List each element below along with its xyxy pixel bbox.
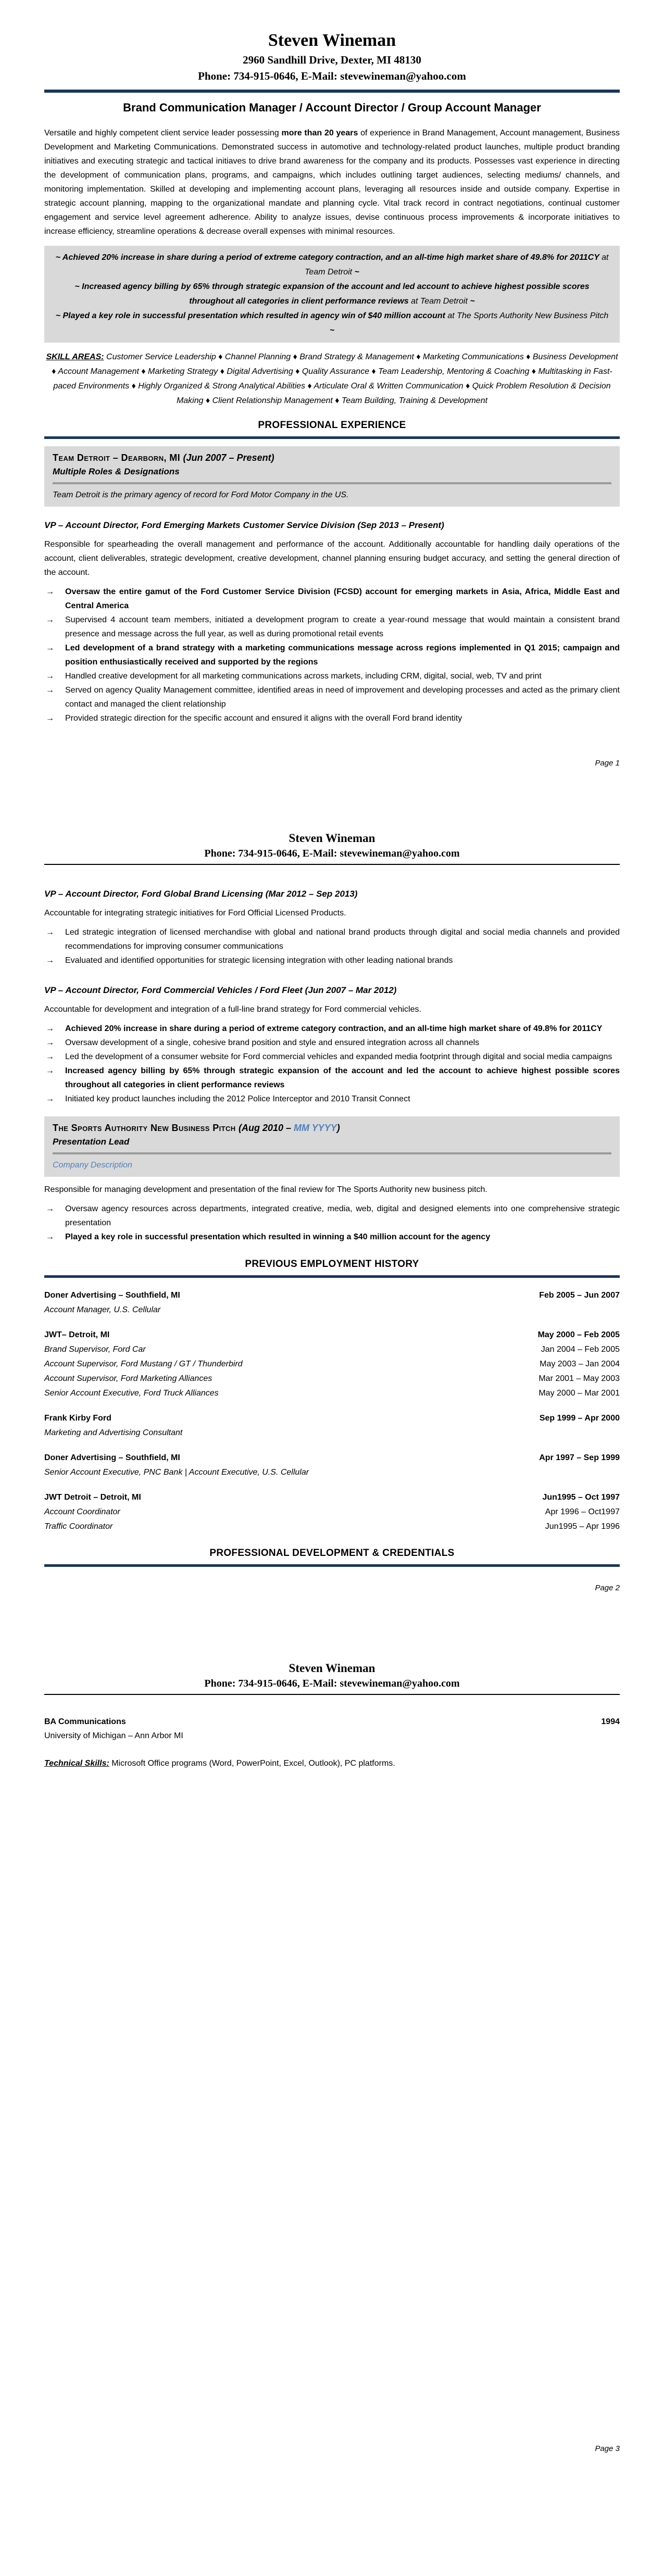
contact-phone-email: Phone: 734-915-0646, E-Mail: stevewineman@yahoo.com: [204, 1678, 460, 1689]
page-number: Page 1: [595, 759, 620, 768]
bullet-item: [44, 613, 620, 641]
education-school: University of Michigan – Ann Arbor MI: [44, 1731, 183, 1740]
employer-divider: [53, 482, 611, 484]
role-bullet-list: [44, 1022, 620, 1106]
bullet-item: [44, 1202, 620, 1230]
employment-company-row: [44, 1490, 620, 1505]
company-dates: May 2000 – Feb 2005: [537, 1330, 620, 1339]
role-name: Account Coordinator: [44, 1507, 120, 1516]
bullet-text: Increased agency billing by 65% through strategic expansion of the account and led the account to achieve highest possible scores throughout all categories in client performance reviews: [65, 1066, 620, 1089]
employer-description: Company Description: [53, 1161, 132, 1170]
team-detroit-box: [44, 446, 620, 507]
employment-company-row: [44, 1288, 620, 1303]
arrow-bullet-icon: →: [46, 1038, 54, 1047]
arrow-bullet-icon: →: [46, 714, 54, 723]
bullet-item: [44, 641, 620, 669]
employer-description: Team Detroit is the primary agency of record for Ford Motor Company in the US.: [53, 491, 349, 499]
contact-name: Steven Wineman: [268, 31, 396, 50]
role-bullet-list: [44, 1202, 620, 1244]
arrow-bullet-icon: →: [46, 1095, 54, 1103]
header-divider: [44, 864, 620, 865]
headline: Brand Communication Manager / Account Director / Group Account Manager: [123, 101, 541, 114]
employment-entry: [44, 1411, 620, 1440]
bullet-text: Played a key role in successful presentation which resulted in winning a $40 million account for the agency: [65, 1233, 491, 1241]
arrow-bullet-icon: →: [46, 615, 54, 624]
employment-role-row: [44, 1519, 620, 1534]
bullet-text: Initiated key product launches including the 2012 Police Interceptor and 2010 Transit Connect: [65, 1095, 410, 1103]
bullet-text: Oversaw the entire gamut of the Ford Customer Service Division (FCSD) account for emerging markets in Asia, Africa, Middle East and Central America: [65, 587, 620, 610]
bullet-text: Provided strategic direction for the specific account and ensured it aligns with the overall Ford brand identity: [65, 714, 462, 723]
bullet-item: [44, 585, 620, 613]
bullet-item: [44, 1064, 620, 1092]
page-1: [0, 0, 664, 769]
role-name: Account Supervisor, Ford Mustang / GT / Thunderbird: [44, 1360, 243, 1368]
bullet-text: Served on agency Quality Management committee, identified areas in need of improvement and developing processes and acted as the primary client contact and managed the client relationship: [65, 686, 620, 709]
bullet-item: [44, 953, 620, 967]
employment-role-row: [44, 1426, 620, 1440]
page-number: Page 3: [595, 2444, 620, 2453]
role-dates: May 2003 – Jan 2004: [540, 1360, 620, 1368]
employer-subtitle: Presentation Lead: [53, 1137, 130, 1147]
arrow-bullet-icon: →: [46, 928, 54, 937]
bullet-text: Led development of a brand strategy with a marketing communications message across regions implemented in Q1 2015; campaign and position enthusiastically received and supported by the regions: [65, 644, 620, 667]
bullet-text: Oversaw agency resources across departments, integrated creative, media, web, digital and designed elements into one comprehensive strategic presentation: [65, 1204, 620, 1227]
page-3: [0, 1661, 664, 2455]
role-bullet-list: [44, 925, 620, 967]
highlight-item: ~ Played a key role in successful presentation which resulted in agency win of $40 million account at The Sports Authority New Business Pitch ~: [55, 311, 609, 335]
skill-areas: SKILL AREAS: Customer Service Leadership ♦ Channel Planning ♦ Brand Strategy & Management ♦ Marketing Communications ♦ Business Development ♦ Account Management ♦ Marketing Strategy ♦ Digital Advertising ♦ Quality Assurance ♦ Team Leadership, Mentoring & Coaching ♦ Multitasking in Fast-paced Environments ♦ Highly Organized & Strong Analytical Abilities ♦ Articulate Oral & Written Communication ♦ Quick Problem Resolution & Decision Making ♦ Client Relationship Management ♦ Team Building, Training & Development: [46, 353, 618, 405]
highlight-item: ~ Achieved 20% increase in share during a period of extreme category contraction, and an all-time high market share of 49.8% for 2011CY at Team Detroit ~: [55, 253, 609, 277]
employment-entry: [44, 1451, 620, 1480]
section-professional-development: PROFESSIONAL DEVELOPMENT & CREDENTIALS: [209, 1548, 455, 1559]
bullet-text: Led strategic integration of licensed merchandise with global and national brand products through digital and social media channels and provided recommendations for improving consumer communications: [65, 928, 620, 951]
education-year: 1994: [601, 1717, 620, 1726]
role-name: Traffic Coordinator: [44, 1522, 113, 1531]
highlight-item: ~ Increased agency billing by 65% through strategic expansion of the account and led account to achieve highest possible scores throughout all categories in client performance reviews at Team Detroit ~: [74, 282, 590, 306]
employment-role-row: [44, 1303, 620, 1317]
summary-paragraph: Versatile and highly competent client service leader possessing more than 20 years of experience in Brand Management, Account management, Business Development and Marketing Communications. Demonstrated success in automotive and technology-related product launches, multiple product branding initiatives and executing strategic and tactical initiaves to drive brand awareness for the company and its products. Possesses vast experience in directing the development of communication plans, programs, and campaigns, which includes outlining target audiences, selecting mediums/ channels, and monitoring implementation. Skilled at developing and implementing account plans, leveraging all resources inside and outside company. Expertise in strategic account planning, mapping to the organizational mandate and planning cycle. Vital track record in contract negotiations, continual customer engagement and service level agreement adherence. Ability to analyze issues, devise continuous process improvements & incorporate initiatives to increase efficiency, streamline operations & decrease overall expenses with minimal resources.: [44, 129, 620, 236]
employment-entry: [44, 1328, 620, 1401]
role-dates: Mar 2001 – May 2003: [538, 1374, 620, 1383]
technical-skills: Technical Skills: Microsoft Office programs (Word, PowerPoint, Excel, Outlook), PC platforms.: [44, 1759, 395, 1768]
bullet-item: [44, 1230, 620, 1244]
page-2: [0, 831, 664, 1594]
company-dates: Apr 1997 – Sep 1999: [539, 1453, 620, 1462]
arrow-bullet-icon: →: [46, 644, 54, 652]
education-degree: BA Communications: [44, 1717, 126, 1726]
employer-divider: [53, 1152, 611, 1154]
employment-company-row: [44, 1328, 620, 1342]
role-name: Brand Supervisor, Ford Car: [44, 1345, 146, 1354]
role-dates: May 2000 – Mar 2001: [538, 1389, 620, 1398]
employment-role-row: [44, 1465, 620, 1480]
section-professional-experience: PROFESSIONAL EXPERIENCE: [258, 420, 406, 431]
role-name: Senior Account Executive, PNC Bank | Account Executive, U.S. Cellular: [44, 1468, 309, 1477]
sports-authority-box: [44, 1116, 620, 1177]
contact-address: 2960 Sandhill Drive, Dexter, MI 48130: [243, 54, 421, 66]
page2-header: [44, 831, 620, 861]
bullet-item: [44, 711, 620, 725]
arrow-bullet-icon: →: [46, 1024, 54, 1033]
company-name: Doner Advertising – Southfield, MI: [44, 1453, 180, 1462]
bullet-item: [44, 1036, 620, 1050]
bullet-text: Achieved 20% increase in share during a period of extreme category contraction, and an all-time high market share of 49.8% for 2011CY: [65, 1024, 603, 1033]
section-divider: [44, 436, 620, 439]
role-intro: Responsible for managing development and presentation of the final review for The Sports Authority new business pitch.: [44, 1185, 487, 1194]
employment-role-row: [44, 1342, 620, 1357]
employment-role-row: [44, 1372, 620, 1386]
arrow-bullet-icon: →: [46, 956, 54, 965]
bullet-text: Supervised 4 account team members, initiated a development program to create a year-round message that would maintain a consistent brand presence and message across the full year, as well as during promotional retail events: [65, 615, 620, 638]
company-name: JWT– Detroit, MI: [44, 1330, 110, 1339]
employment-entry: [44, 1490, 620, 1534]
section-divider: [44, 1275, 620, 1278]
role-name: Account Manager, U.S. Cellular: [44, 1305, 161, 1314]
role-intro: Accountable for development and integration of a full-line brand strategy for Ford commercial vehicles.: [44, 1005, 421, 1014]
education-row: [44, 1715, 620, 1729]
company-dates: Feb 2005 – Jun 2007: [539, 1291, 620, 1300]
page1-header: [44, 0, 620, 84]
role-title: VP – Account Director, Ford Global Brand Licensing (Mar 2012 – Sep 2013): [44, 889, 358, 899]
page3-header: [44, 1661, 620, 1691]
arrow-bullet-icon: →: [46, 672, 54, 681]
employer-title: Team Detroit – Dearborn, MI (Jun 2007 – Present): [53, 453, 274, 463]
role-title: VP – Account Director, Ford Commercial Vehicles / Ford Fleet (Jun 2007 – Mar 2012): [44, 985, 397, 995]
employment-role-row: [44, 1505, 620, 1519]
highlights-box: [44, 246, 620, 343]
employment-company-row: [44, 1451, 620, 1465]
arrow-bullet-icon: →: [46, 1233, 54, 1241]
bullet-text: Evaluated and identified opportunities for strategic licensing integration with other leading national brands: [65, 956, 453, 965]
role-bullet-list: [44, 585, 620, 725]
contact-name: Steven Wineman: [289, 832, 375, 845]
bullet-item: [44, 925, 620, 953]
company-dates: Jun1995 – Oct 1997: [542, 1493, 620, 1502]
contact-phone-email: Phone: 734-915-0646, E-Mail: stevewineman@yahoo.com: [198, 70, 466, 82]
role-dates: Jun1995 – Apr 1996: [545, 1522, 620, 1531]
bullet-item: [44, 1050, 620, 1064]
employer-title: The Sports Authority New Business Pitch (Aug 2010 – MM YYYY): [53, 1123, 340, 1133]
employer-subtitle: Multiple Roles & Designations: [53, 467, 180, 476]
section-previous-employment: PREVIOUS EMPLOYMENT HISTORY: [245, 1259, 419, 1270]
header-divider: [44, 90, 620, 93]
role-intro: Responsible for spearheading the overall management and performance of the account. Additionally accountable for handling daily operations of the account, client deliverables, strategic development, creative development, channel planning ensuring budget accuracy, and setting the general direction of the account.: [44, 540, 620, 577]
role-title: VP – Account Director, Ford Emerging Markets Customer Service Division (Sep 2013 – Present): [44, 520, 444, 530]
employment-role-row: [44, 1386, 620, 1401]
bullet-text: Led the development of a consumer website for Ford commercial vehicles and expanded media footprint through digital and social media campaigns: [65, 1052, 612, 1061]
section-divider: [44, 1564, 620, 1567]
bullet-item: [44, 683, 620, 711]
role-intro: Accountable for integrating strategic initiatives for Ford Official Licensed Products.: [44, 909, 346, 918]
bullet-item: [44, 1022, 620, 1036]
arrow-bullet-icon: →: [46, 1204, 54, 1213]
bullet-item: [44, 1092, 620, 1106]
role-name: Account Supervisor, Ford Marketing Alliances: [44, 1374, 212, 1383]
header-divider: [44, 1694, 620, 1695]
arrow-bullet-icon: →: [46, 1066, 54, 1075]
company-name: JWT Detroit – Detroit, MI: [44, 1493, 141, 1502]
employment-company-row: [44, 1411, 620, 1426]
role-name: Marketing and Advertising Consultant: [44, 1428, 183, 1437]
arrow-bullet-icon: →: [46, 1052, 54, 1061]
company-name: Doner Advertising – Southfield, MI: [44, 1291, 180, 1300]
contact-phone-email: Phone: 734-915-0646, E-Mail: stevewineman@yahoo.com: [204, 848, 460, 859]
bullet-text: Oversaw development of a single, cohesive brand position and style and ensured integration across all channels: [65, 1038, 480, 1047]
arrow-bullet-icon: →: [46, 587, 54, 596]
contact-name: Steven Wineman: [289, 1662, 375, 1675]
role-dates: Jan 2004 – Feb 2005: [541, 1345, 620, 1354]
page-number: Page 2: [595, 1584, 620, 1592]
role-name: Senior Account Executive, Ford Truck Alliances: [44, 1389, 219, 1398]
company-dates: Sep 1999 – Apr 2000: [539, 1414, 620, 1423]
employment-role-row: [44, 1357, 620, 1372]
bullet-text: Handled creative development for all marketing communications across markets, including CRM, digital, social, web, TV and print: [65, 672, 542, 681]
employment-entry: [44, 1288, 620, 1317]
bullet-item: [44, 669, 620, 683]
arrow-bullet-icon: →: [46, 686, 54, 695]
company-name: Frank Kirby Ford: [44, 1414, 111, 1423]
role-dates: Apr 1996 – Oct1997: [545, 1507, 620, 1516]
